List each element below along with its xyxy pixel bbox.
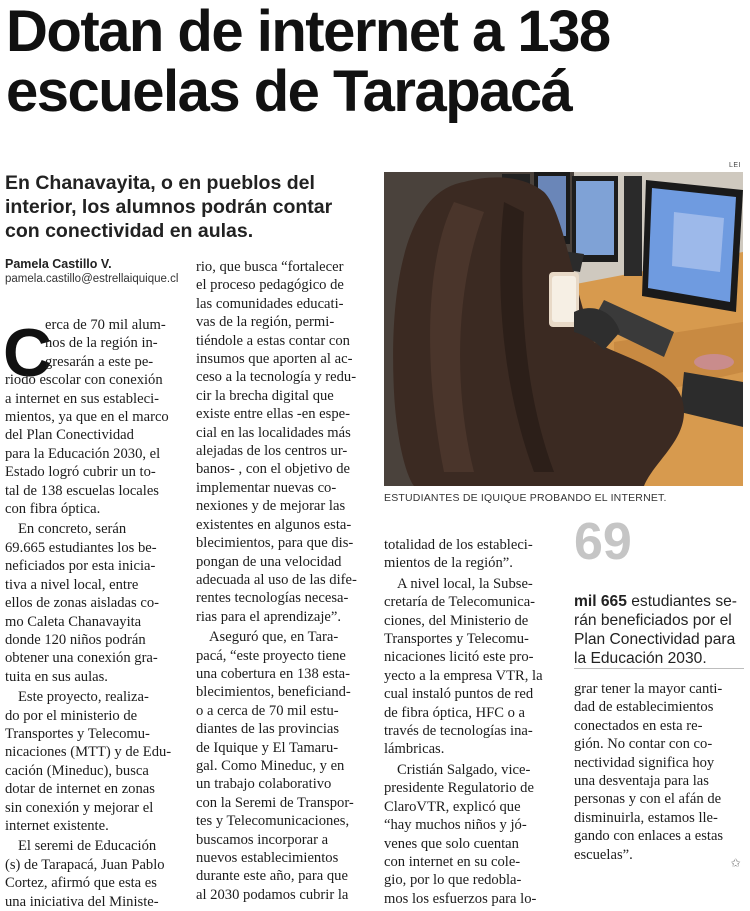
text-line: conectados en esta re- bbox=[574, 717, 703, 734]
text-line: de fibra óptica, HFC o a bbox=[384, 704, 526, 721]
text-line: alejadas de los centros ur- bbox=[196, 443, 348, 460]
text-line: rentes tecnologías necesa- bbox=[196, 590, 349, 607]
text-line: o a cerca de 70 mil estu- bbox=[196, 702, 339, 719]
text-line: mo Caleta Chanavayita bbox=[5, 613, 142, 630]
text-line: un trabajo colaborativo bbox=[196, 776, 332, 793]
text-line: ellos de zonas aisladas co- bbox=[5, 595, 159, 612]
text-line: donde 120 niños podrán bbox=[5, 631, 146, 648]
text-line: mientos, ya que en el marco bbox=[5, 409, 169, 426]
text-line: con la Seremi de Transpor- bbox=[196, 794, 354, 811]
text-line: venes que solo cuentan bbox=[384, 835, 519, 852]
text-line: presidente Regulatorio de bbox=[384, 780, 534, 797]
deck-line: interior, los alumnos podrán contar bbox=[5, 196, 333, 218]
text-line: diantes de las provincias bbox=[196, 721, 340, 738]
text-line: Este proyecto, realiza- bbox=[18, 689, 149, 706]
text-line: del Plan Conectividad bbox=[5, 427, 134, 444]
text-line: para la Educación 2030, el bbox=[5, 445, 161, 462]
article-column-4 bbox=[574, 680, 746, 864]
text-line: dad de establecimientos bbox=[574, 699, 714, 716]
text-line: tuita en sus aulas. bbox=[5, 668, 108, 685]
text-line: Estado logró cubrir un to- bbox=[5, 464, 156, 481]
text-line: una iniciativa del Ministe- bbox=[5, 893, 159, 910]
text-line: gión. No contar con co- bbox=[574, 736, 713, 753]
text-line: mos los esfuerzos para lo- bbox=[384, 890, 537, 907]
stat-line: la Educación 2030. bbox=[574, 650, 707, 667]
text-line: existentes en algunos esta- bbox=[196, 516, 352, 533]
byline-email: pamela.castillo@estrellaiquique.cl bbox=[5, 273, 179, 285]
text-line: nos de la región in- bbox=[45, 335, 158, 352]
stat-line bbox=[574, 592, 750, 611]
article-column-2 bbox=[196, 258, 376, 904]
text-line: obtener una conexión gra- bbox=[5, 650, 158, 667]
article-column-3 bbox=[384, 536, 564, 908]
text-line: 69.665 estudiantes los be- bbox=[5, 539, 157, 556]
text-line: do por el ministerio de bbox=[5, 707, 138, 724]
text-line: nicaciones licitó este pro- bbox=[384, 649, 534, 666]
text-line: internet existente. bbox=[5, 817, 109, 834]
text-line: nicaciones (MTT) y de Edu- bbox=[5, 744, 172, 761]
text-line: gio, por lo que redobla- bbox=[384, 872, 522, 889]
stat-bold: mil 665 bbox=[574, 593, 627, 610]
text-line: dotar de internet en zonas bbox=[5, 781, 155, 798]
text-line: rias para el aprendizaje”. bbox=[196, 608, 342, 625]
text-line: totalidad de los estableci- bbox=[384, 537, 533, 553]
text-line: de Iquique y El Tamaru- bbox=[196, 739, 339, 756]
byline-author: Pamela Castillo V. bbox=[5, 257, 112, 271]
text-line: En concreto, serán bbox=[18, 521, 127, 538]
text-line: con fibra óptica. bbox=[5, 501, 101, 518]
headline-line: escuelas de Tarapacá bbox=[6, 59, 572, 124]
text-line: buscamos incorporar a bbox=[196, 831, 329, 848]
text-line: tiva a nivel local, entre bbox=[5, 576, 139, 593]
text-line: ciones, del Ministerio de bbox=[384, 612, 529, 629]
text-line: tes y Telecomunicaciones, bbox=[196, 813, 350, 830]
text-line: cretaría de Telecomunica- bbox=[384, 594, 536, 611]
text-line: Transportes y Telecomu- bbox=[384, 631, 529, 648]
text-line: el proceso pedagógico de bbox=[196, 277, 344, 294]
stat-line: rán beneficiados por el bbox=[574, 612, 732, 629]
star-icon: ✩ bbox=[730, 856, 741, 870]
text-line: A nivel local, la Subse- bbox=[397, 575, 533, 592]
text-line: mientos de la región”. bbox=[384, 555, 513, 572]
text-line: pacá, “este proyecto tiene bbox=[196, 647, 346, 664]
text-line: Transportes y Telecomu- bbox=[5, 725, 150, 742]
text-line: blecimientos, para que dis- bbox=[196, 535, 354, 552]
text-line: lámbricas. bbox=[384, 741, 445, 758]
article-column-1 bbox=[5, 316, 183, 911]
text-line: Cristián Salgado, vice- bbox=[397, 761, 531, 778]
text-line: banos- , con el objetivo de bbox=[196, 461, 351, 478]
text-line: erca de 70 mil alum- bbox=[45, 317, 166, 333]
text-line: escuelas”. bbox=[574, 846, 633, 863]
text-line: con internet en su cole- bbox=[384, 853, 521, 870]
text-line: “hay muchos niños y jó- bbox=[384, 817, 527, 834]
text-line: tiéndole a estas contar con bbox=[196, 332, 350, 349]
text-line: tal de 138 escuelas locales bbox=[5, 482, 159, 499]
text-line: nexiones y de mejorar las bbox=[196, 498, 346, 515]
text-line: cial en las localidades más bbox=[196, 424, 351, 441]
text-line: ceso a la tecnología y redu- bbox=[196, 369, 357, 386]
stat-number: 69 bbox=[574, 513, 632, 571]
text-line: través de tecnologías ina- bbox=[384, 723, 533, 740]
photo-caption: ESTUDIANTES DE IQUIQUE PROBANDO EL INTERNET. bbox=[384, 492, 667, 504]
text-line: personas y con el afán de bbox=[574, 791, 722, 808]
text-line: gresarán a este pe- bbox=[45, 353, 154, 370]
text-line: cir la brecha digital que bbox=[196, 387, 334, 404]
text-line: las comunidades educati- bbox=[196, 295, 344, 312]
text-line: implementar nuevas co- bbox=[196, 479, 337, 496]
text-line: nectividad significa hoy bbox=[574, 754, 715, 771]
text-line: neficiados por esta inicia- bbox=[5, 558, 156, 575]
text-line: Cortez, afirmó que esta es bbox=[5, 875, 157, 892]
text-line: insumos que aporten al ac- bbox=[196, 351, 353, 368]
stat-text: estudiantes se- bbox=[626, 593, 737, 610]
text-line: una desventaja para las bbox=[574, 773, 709, 790]
article-photo bbox=[384, 172, 743, 486]
drop-cap: C bbox=[3, 315, 53, 391]
text-line: cual instaló puntos de red bbox=[384, 686, 534, 703]
headline-line: Dotan de internet a 138 bbox=[6, 0, 610, 64]
text-line: El seremi de Educación bbox=[18, 838, 157, 855]
text-line: Aseguró que, en Tara- bbox=[209, 629, 339, 646]
text-line: (s) de Tarapacá, Juan Pablo bbox=[5, 856, 165, 873]
text-line: vas de la región, permi- bbox=[196, 314, 335, 331]
text-line: rio, que busca “fortalecer bbox=[196, 259, 344, 275]
text-line: grar tener la mayor canti- bbox=[574, 681, 723, 697]
text-line: una cobertura en 138 esta- bbox=[196, 665, 350, 682]
text-line: al 2030 podamos cubrir la bbox=[196, 886, 349, 903]
headline bbox=[6, 2, 746, 122]
text-line: blecimientos, beneficiand- bbox=[196, 684, 351, 701]
text-line: ClaroVTR, explicó que bbox=[384, 798, 521, 815]
text-line: gando con enlaces a estas bbox=[574, 828, 724, 845]
text-line: disminuirla, estamos lle- bbox=[574, 809, 718, 826]
deck-line: con conectividad en aulas. bbox=[5, 220, 254, 242]
deck-subtitle bbox=[5, 171, 375, 243]
stat-description bbox=[574, 592, 750, 668]
deck-line: En Chanavayita, o en pueblos del bbox=[5, 172, 315, 194]
text-line: adecuada al uso de las dife- bbox=[196, 571, 357, 588]
photo-credit: LEI bbox=[729, 162, 742, 169]
text-line: existe entre ellas -en espe- bbox=[196, 406, 350, 423]
text-line: gal. Como Mineduc, y en bbox=[196, 757, 345, 774]
text-line: durante este año, para que bbox=[196, 868, 348, 885]
text-line: pongan de una velocidad bbox=[196, 553, 342, 570]
stat-divider bbox=[574, 668, 744, 669]
text-line: nuevos establecimientos bbox=[196, 850, 339, 866]
text-line: sin conexión y mejorar el bbox=[5, 799, 154, 816]
text-line: a internet en sus estableci- bbox=[5, 390, 159, 407]
text-line: yecto a la empresa VTR, la bbox=[384, 667, 543, 684]
text-line: riodo escolar con conexión bbox=[5, 372, 163, 389]
text-line: cación (Mineduc), busca bbox=[5, 762, 149, 779]
stat-line: Plan Conectividad para bbox=[574, 631, 736, 648]
